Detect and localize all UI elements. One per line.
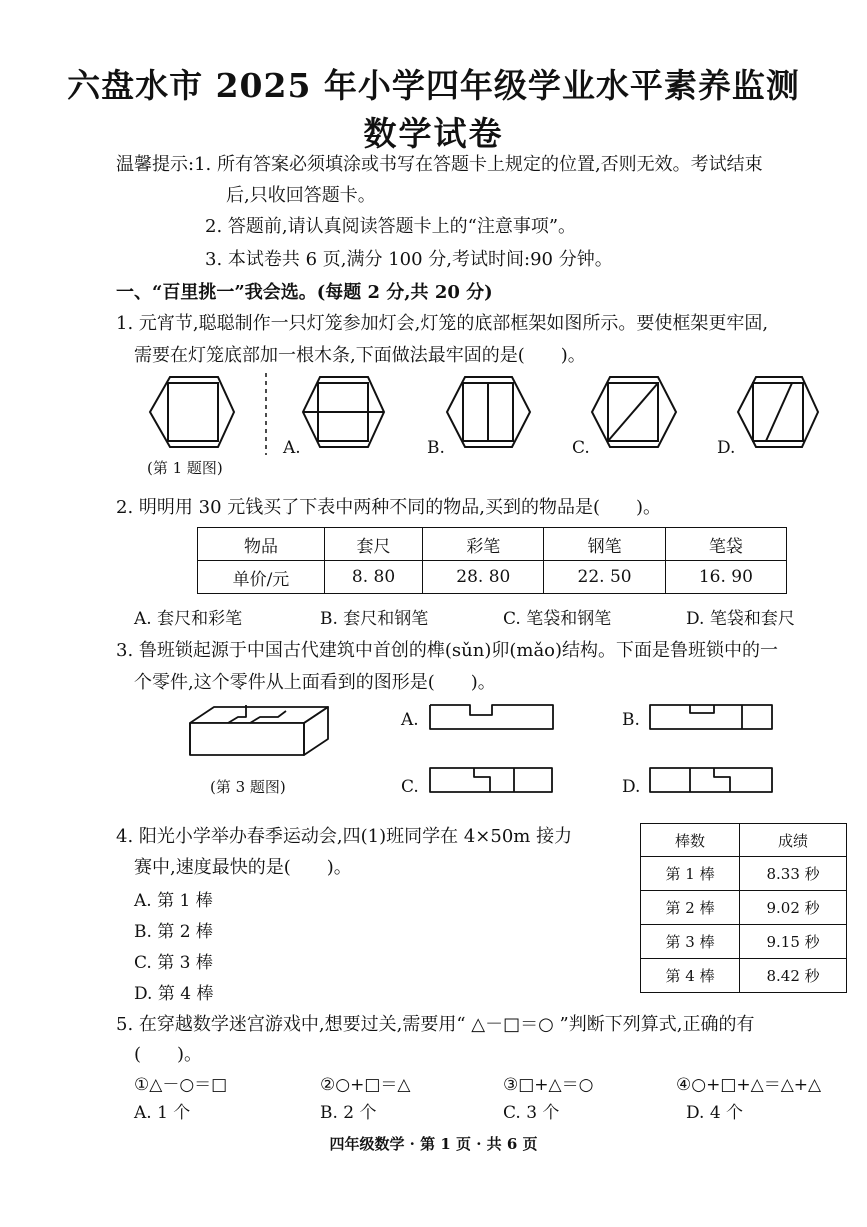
q4-text-2: 赛中,速度最快的是( )。	[134, 857, 352, 878]
q5-option-a[interactable]: A. 1 个	[134, 1103, 191, 1123]
q1-option-b-figure	[447, 377, 530, 447]
page-footer: 四年级数学 · 第 1 页 · 共 6 页	[329, 1135, 538, 1153]
q1-option-a[interactable]: A.	[283, 438, 301, 458]
q5-formula-2: ②○+□＝△	[320, 1075, 411, 1095]
q1-option-b[interactable]: B.	[427, 438, 445, 458]
q3-luban-part-figure	[190, 705, 328, 755]
q2-price-table	[197, 527, 787, 594]
q4-header-leg: 棒数	[641, 824, 740, 857]
q5-option-d[interactable]: D. 4 个	[686, 1103, 744, 1123]
q2-price-ruler: 8. 80	[324, 561, 422, 594]
q3-option-c[interactable]: C.	[401, 777, 419, 797]
q4-leg-3: 第 3 棒	[641, 925, 740, 959]
q4-option-b[interactable]: B. 第 2 棒	[134, 922, 213, 942]
q2-header-pencilcase: 笔袋	[665, 528, 786, 561]
q1-lantern-figure	[150, 377, 234, 447]
q2-option-d[interactable]: D. 笔袋和套尺	[686, 609, 795, 629]
q2-price-pen: 22. 50	[544, 561, 665, 594]
exam-title: 六盘水市 2025 年小学四年级学业水平素养监测	[67, 66, 800, 105]
q3-option-b-figure	[650, 705, 772, 729]
q4-leg-2: 第 2 棒	[641, 891, 740, 925]
q4-option-d[interactable]: D. 第 4 棒	[134, 984, 214, 1004]
q4-time-4: 8.42 秒	[740, 959, 847, 993]
q2-header-item: 物品	[198, 528, 325, 561]
q3-option-d[interactable]: D.	[622, 777, 641, 797]
q2-text-1: 2. 明明用 30 元钱买了下表中两种不同的物品,买到的物品是( )。	[116, 497, 662, 518]
q2-header-marker: 彩笔	[423, 528, 544, 561]
q3-text-1: 3. 鲁班锁起源于中国古代建筑中首创的榫(sǔn)卯(mǎo)结构。下面是鲁班锁中的一	[116, 640, 779, 661]
q5-formula-1: ①△－○＝□	[134, 1075, 228, 1095]
section-1-heading: 一、“百里挑一”我会选。(每题 2 分,共 20 分)	[116, 282, 493, 303]
q3-text-2: 个零件,这个零件从上面看到的图形是( )。	[134, 672, 496, 693]
q4-leg-1: 第 1 棒	[641, 857, 740, 891]
q5-formula-4: ④○+□+△＝△+△	[676, 1075, 822, 1095]
q1-option-d-figure	[738, 377, 818, 447]
tips-line-1: 温馨提示:1. 所有答案必须填涂或书写在答题卡上规定的位置,否则无效。考试结束	[116, 154, 763, 175]
exam-subtitle: 数学试卷	[363, 114, 504, 153]
q3-figures	[0, 695, 867, 805]
q1-figures	[0, 365, 867, 485]
q1-option-c[interactable]: C.	[572, 438, 590, 458]
q4-header-time: 成绩	[740, 824, 847, 857]
q4-time-3: 9.15 秒	[740, 925, 847, 959]
q5-text-2: ( )。	[134, 1044, 203, 1065]
q3-caption: (第 3 题图)	[210, 778, 286, 796]
q2-option-b[interactable]: B. 套尺和钢笔	[320, 609, 429, 629]
tips-line-2: 2. 答题前,请认真阅读答题卡上的“注意事项”。	[205, 216, 577, 237]
tips-line-3: 3. 本试卷共 6 页,满分 100 分,考试时间:90 分钟。	[205, 249, 613, 270]
q5-text-1: 5. 在穿越数学迷宫游戏中,想要过关,需要用“ △－□＝○ ”判断下列算式,正确的有	[116, 1014, 755, 1035]
q1-option-c-figure	[592, 377, 676, 447]
q3-option-c-figure	[430, 768, 552, 792]
q3-option-d-figure	[650, 768, 772, 792]
q5-option-b[interactable]: B. 2 个	[320, 1103, 377, 1123]
tips-line-1b: 后,只收回答题卡。	[226, 185, 376, 206]
q3-option-a-figure	[430, 705, 553, 729]
q1-text-1: 1. 元宵节,聪聪制作一只灯笼参加灯会,灯笼的底部框架如图所示。要使框架更牢固,	[116, 313, 769, 334]
q4-option-c[interactable]: C. 第 3 棒	[134, 953, 213, 973]
q5-formula-3: ③□+△＝○	[503, 1075, 594, 1095]
q2-row-label: 单价/元	[198, 561, 325, 594]
q2-option-c[interactable]: C. 笔袋和钢笔	[503, 609, 612, 629]
q4-time-1: 8.33 秒	[740, 857, 847, 891]
q5-option-c[interactable]: C. 3 个	[503, 1103, 560, 1123]
q2-option-a[interactable]: A. 套尺和彩笔	[134, 609, 243, 629]
q3-option-a[interactable]: A.	[401, 710, 419, 730]
q2-price-marker: 28. 80	[423, 561, 544, 594]
q1-caption: (第 1 题图)	[147, 459, 223, 477]
q1-option-d[interactable]: D.	[717, 438, 736, 458]
q4-leg-4: 第 4 棒	[641, 959, 740, 993]
q3-option-b[interactable]: B.	[622, 710, 640, 730]
q4-text-1: 4. 阳光小学举办春季运动会,四(1)班同学在 4×50m 接力	[116, 826, 573, 847]
q4-time-2: 9.02 秒	[740, 891, 847, 925]
q1-text-2: 需要在灯笼底部加一根木条,下面做法最牢固的是( )。	[134, 345, 586, 366]
q2-header-ruler: 套尺	[324, 528, 422, 561]
q2-header-pen: 钢笔	[544, 528, 665, 561]
q1-option-a-figure	[303, 377, 384, 447]
q4-option-a[interactable]: A. 第 1 棒	[134, 891, 213, 911]
q4-relay-table	[640, 823, 847, 993]
q2-price-pencilcase: 16. 90	[665, 561, 786, 594]
